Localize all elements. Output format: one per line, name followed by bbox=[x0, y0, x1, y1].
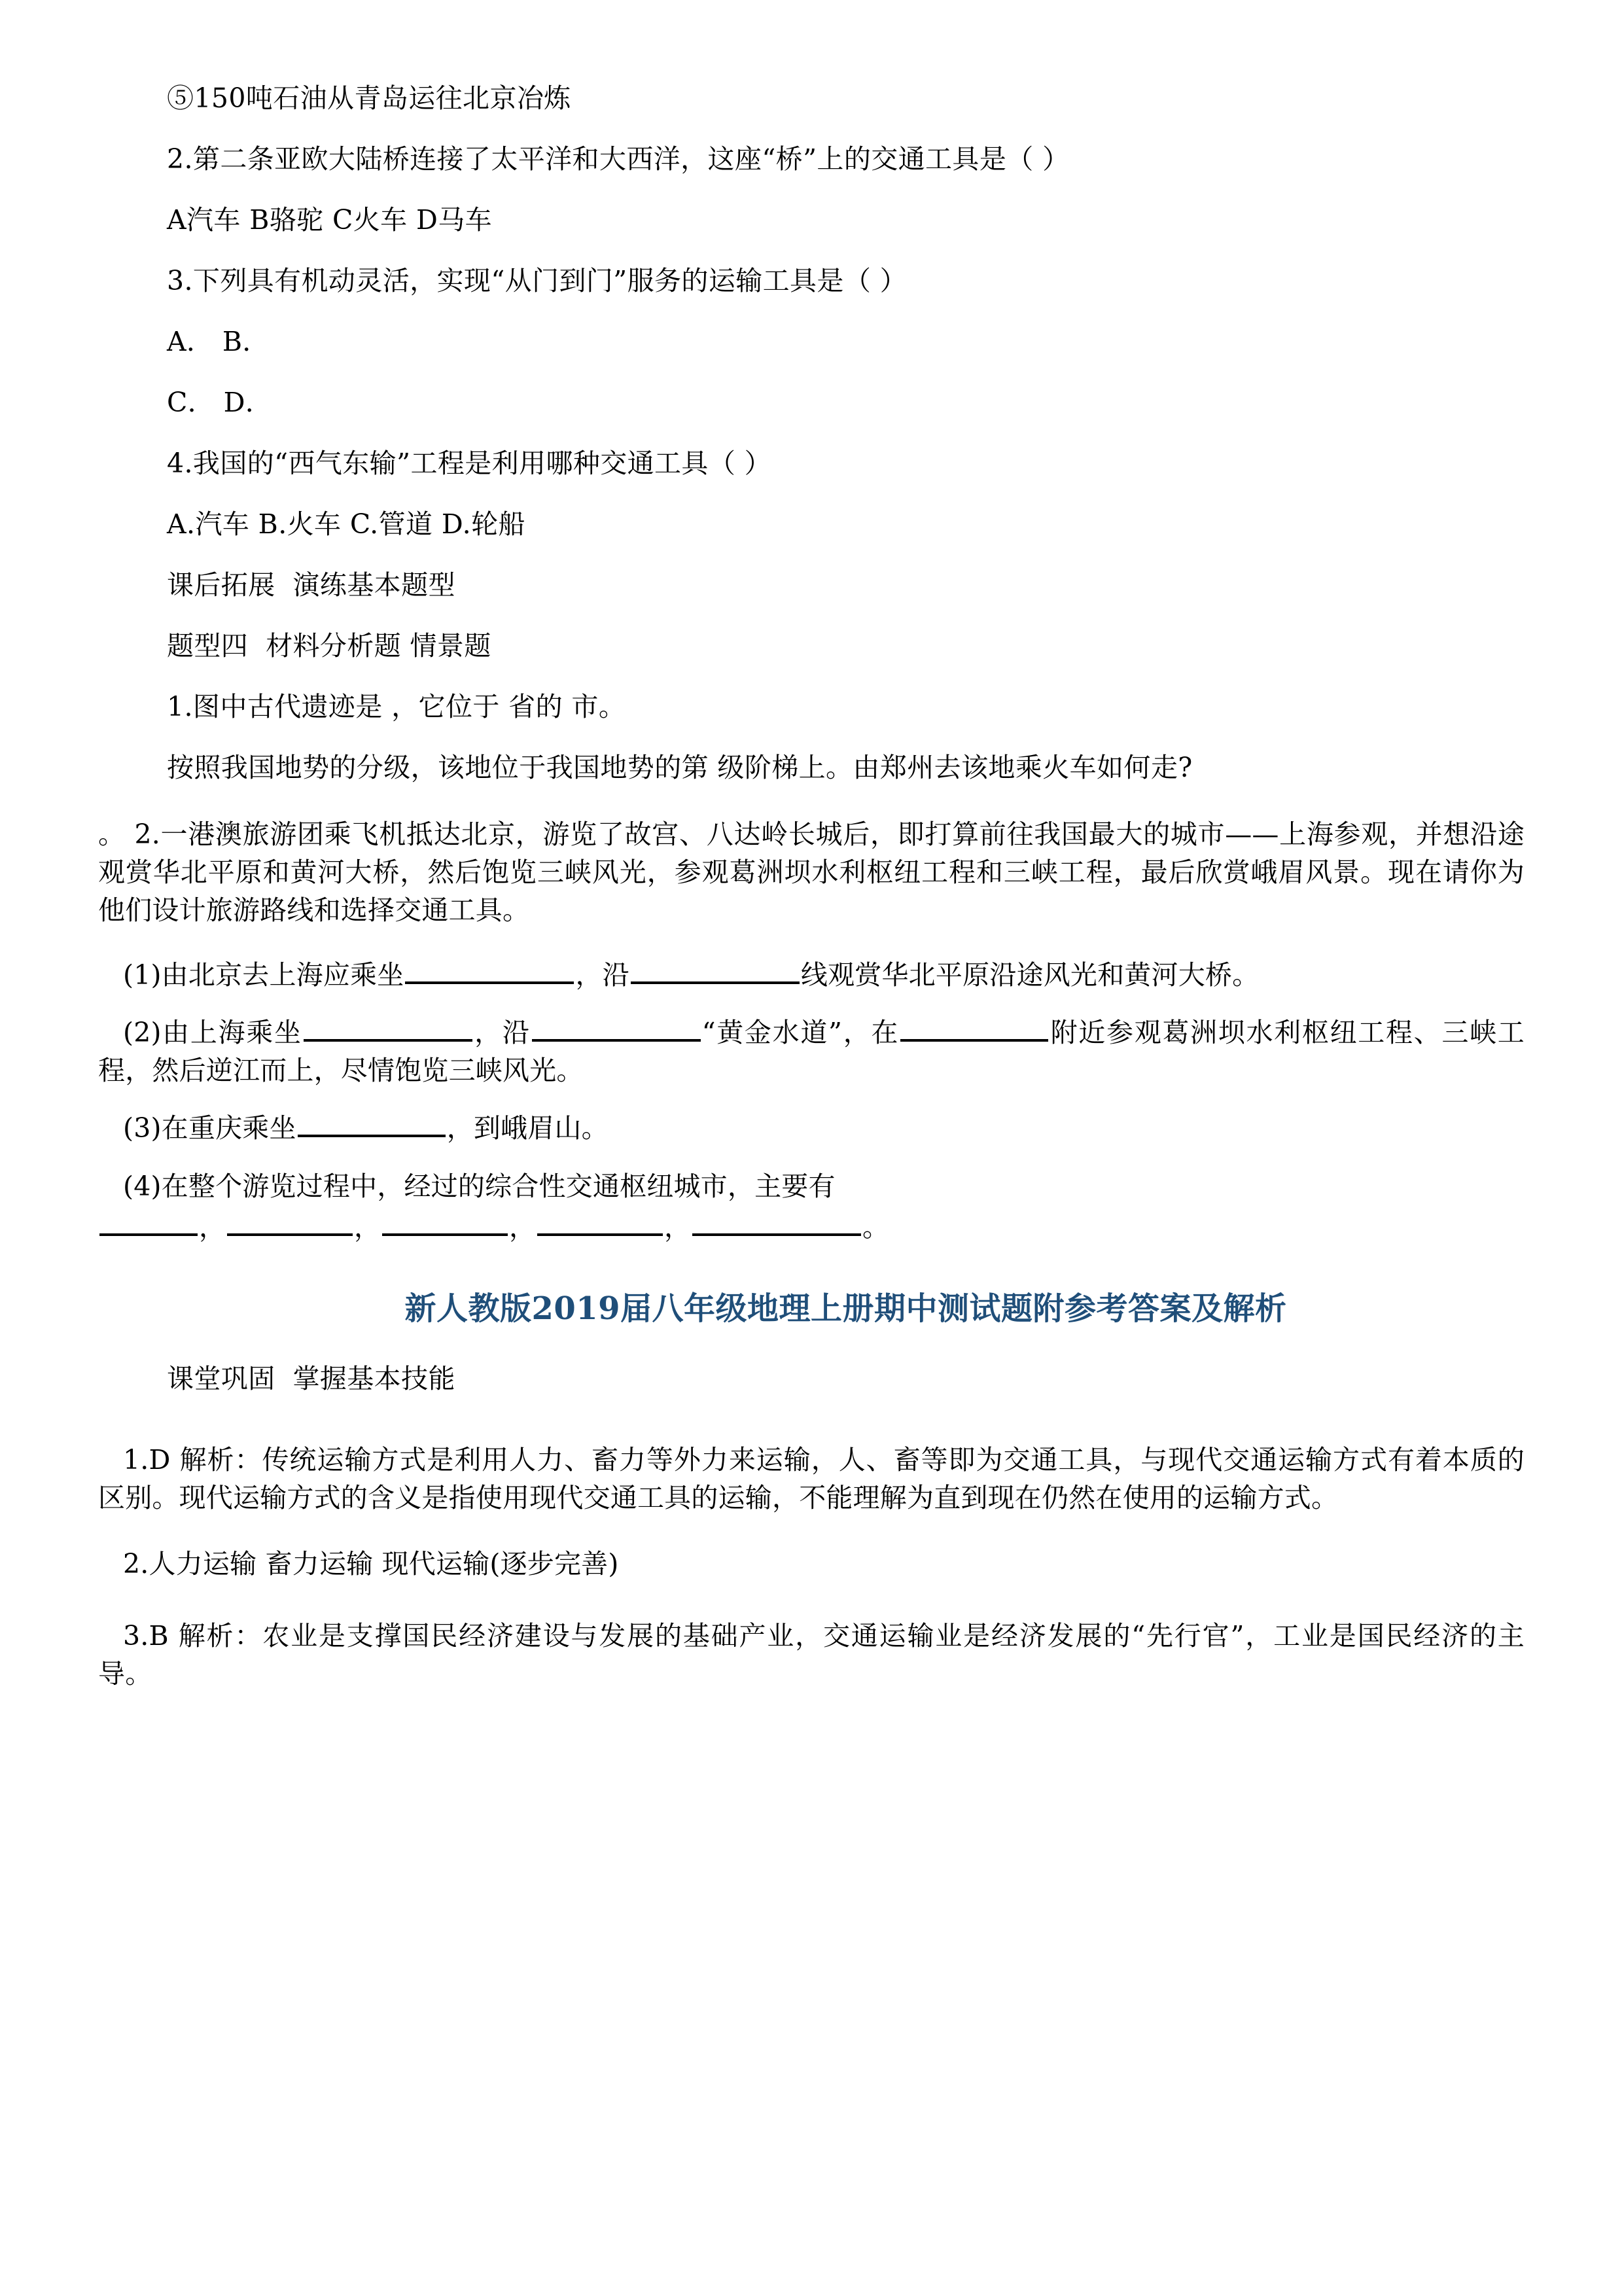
material-2-sub-4: (4)在整个游览过程中，经过的综合性交通枢纽城市，主要有 bbox=[123, 1170, 836, 1202]
question-3-options-row-1: A． B． bbox=[167, 326, 270, 357]
answer-blank[interactable] bbox=[99, 1209, 198, 1237]
sub-2-text-b: ，沿 bbox=[473, 1016, 531, 1048]
answer-blank[interactable] bbox=[537, 1209, 663, 1237]
blank-terminator: 。 bbox=[862, 1211, 889, 1243]
answer-blank[interactable] bbox=[304, 1014, 472, 1042]
answer-blank[interactable] bbox=[631, 957, 800, 984]
answer-section bbox=[98, 1363, 1525, 1693]
blank-separator: ， bbox=[509, 1211, 536, 1243]
sub-2-text-c: “黄金水道”，在 bbox=[701, 1016, 900, 1048]
sub-2-text-a: (2)由上海乘坐 bbox=[123, 1016, 302, 1048]
blank-separator: ， bbox=[354, 1211, 381, 1243]
question-2-options: A汽车 B骆驼 C火车 D马车 bbox=[167, 204, 493, 236]
material-2-paragraph: 。 2.一港澳旅游团乘飞机抵达北京，游览了故宫、八达岭长城后，即打算前往我国最大的城市——上海参观，并想沿途观赏华北平原和黄河大桥，然后饱览三峡风光，参观葛洲坝水利枢纽工程和三峡工程，最后欣赏峨眉风景。现在请你为他们设计旅游路线和选择交通工具。 bbox=[98, 819, 1525, 927]
answer-2: 2.人力运输 畜力运输 现代运输(逐步完善) bbox=[123, 1547, 619, 1580]
material-2-sub-1 bbox=[98, 956, 1525, 994]
sub-1-text-b: ，沿 bbox=[575, 959, 629, 991]
answer-blank[interactable] bbox=[532, 1014, 701, 1042]
question-3-stem: 3.下列具有机动灵活，实现“从门到门”服务的运输工具是（ ） bbox=[167, 265, 908, 296]
answer-blank[interactable] bbox=[900, 1014, 1048, 1042]
question-2-stem: 2.第二条亚欧大陆桥连接了太平洋和大西洋，这座“桥”上的交通工具是（ ） bbox=[167, 143, 1070, 175]
answer-blank[interactable] bbox=[227, 1209, 353, 1237]
material-2-sub-2 bbox=[98, 1014, 1525, 1089]
answer-3: 3.B 解析：农业是支撑国民经济建设与发展的基础产业，交通运输业是经济发展的“先行官”，工业是国民经济的主导。 bbox=[98, 1619, 1525, 1690]
question-3-options-row-2: C． D． bbox=[167, 387, 273, 418]
blank-separator: ， bbox=[199, 1211, 226, 1243]
sub-1-text-c: 线观赏华北平原沿途风光和黄河大桥。 bbox=[800, 959, 1260, 991]
material-1-line-2: 按照我国地势的分级，该地位于我国地势的第 级阶梯上。由郑州去该地乘火车如何走? bbox=[167, 752, 1193, 783]
sub-3-text-b: ，到峨眉山。 bbox=[446, 1112, 609, 1144]
answer-1: 1.D 解析：传统运输方式是利用人力、畜力等外力来运输，人、畜等即为交通工具，与现代交通运输方式有着本质的区别。现代运输方式的含义是指使用现代交通工具的运输，不能理解为直到现在仍然在使用的运输方式。 bbox=[98, 1444, 1525, 1514]
material-2-sub-3 bbox=[98, 1109, 1525, 1147]
answer-blank[interactable] bbox=[382, 1209, 508, 1237]
sub-3-text-a: (3)在重庆乘坐 bbox=[123, 1112, 296, 1144]
answer-section-heading: 课堂巩固 掌握基本技能 bbox=[167, 1363, 455, 1395]
question-4-options: A.汽车 B.火车 C.管道 D.轮船 bbox=[167, 508, 525, 540]
blank-separator: ， bbox=[664, 1211, 691, 1243]
answer-blank[interactable] bbox=[298, 1110, 446, 1138]
sub-1-text-a: (1)由北京去上海应乘坐 bbox=[123, 959, 404, 991]
option-item-5: ⑤150吨石油从青岛运往北京冶炼 bbox=[167, 82, 571, 114]
question-4-stem: 4.我国的“西气东输”工程是利用哪种交通工具（ ） bbox=[167, 448, 772, 479]
question-type-heading: 题型四 材料分析题 情景题 bbox=[167, 630, 491, 662]
after-class-heading: 课后拓展 演练基本题型 bbox=[167, 569, 455, 601]
answer-section-title: 新人教版2019届八年级地理上册期中测试题附参考答案及解析 bbox=[404, 1290, 1287, 1328]
answer-blank[interactable] bbox=[405, 957, 574, 984]
material-1-line-1: 1.图中古代遗迹是 ，它位于 省的 市。 bbox=[167, 691, 626, 722]
answer-blank[interactable] bbox=[692, 1209, 861, 1237]
material-2-sub-4-blanks bbox=[98, 1209, 1525, 1241]
sub-2-text-d: 附近参观葛洲坝水利枢纽工程、三峡工程，然后逆江而上，尽情饱览三峡风光。 bbox=[98, 1016, 1525, 1087]
